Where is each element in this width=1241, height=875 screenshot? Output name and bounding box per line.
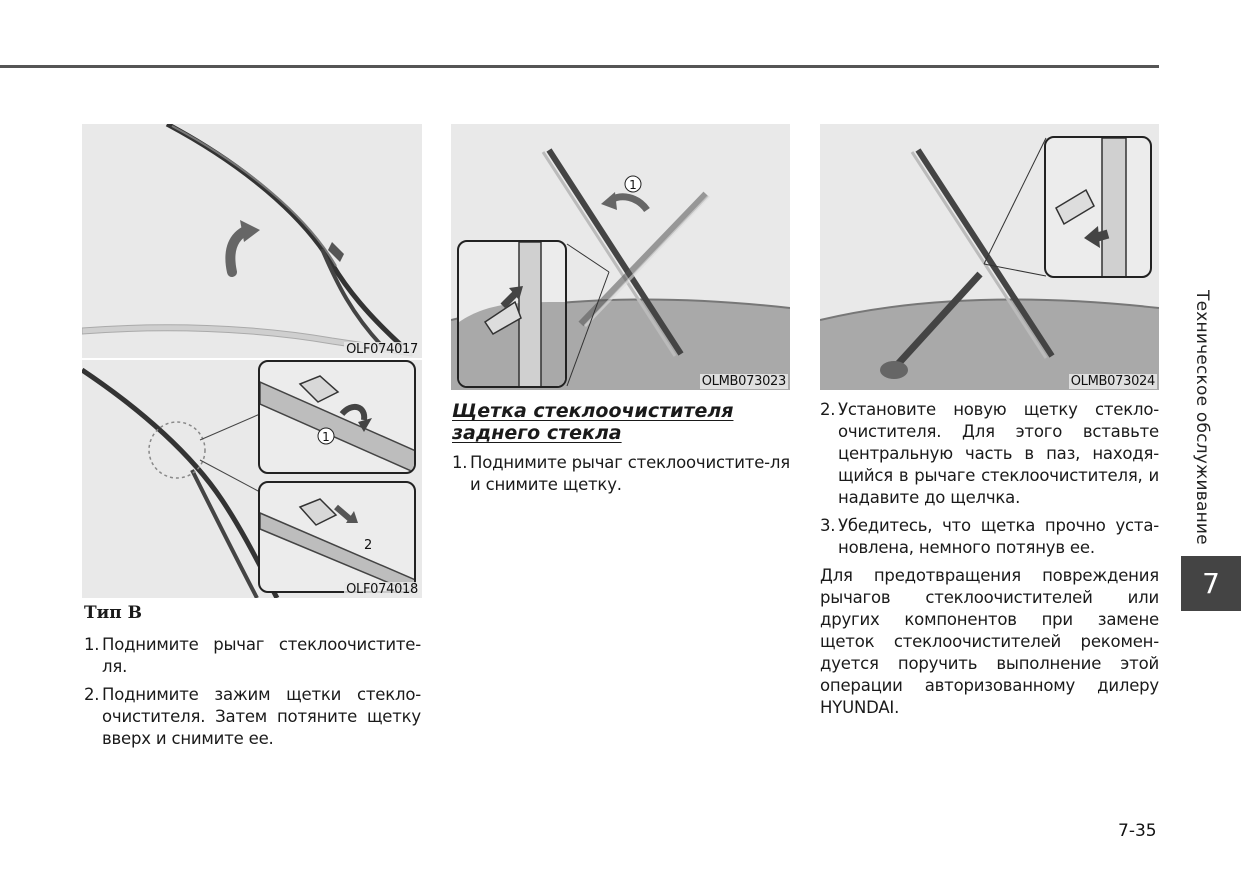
step-number: 1. [84, 635, 100, 654]
figure-code: OLMB073024 [1070, 374, 1155, 389]
inset-rear-install [1044, 136, 1152, 278]
section-title: Техническое обслуживание [1192, 290, 1212, 545]
pull-arrow-icon [336, 507, 358, 523]
step-number: 1. [452, 453, 468, 472]
step-number: 2. [820, 400, 836, 419]
rotate-arrow-icon [601, 192, 647, 210]
clip-lift-detail [260, 362, 416, 474]
rear-clip-detail [459, 242, 567, 388]
step-text: Поднимите рычаг стеклоочистите-ля и снимите щетку. [470, 453, 790, 494]
list-item [820, 515, 1159, 559]
inset-blade-pull [258, 481, 416, 593]
left-steps [84, 634, 421, 756]
step-number: 2. [84, 685, 100, 704]
right-steps [820, 399, 1159, 719]
step-text: Установите новую щетку стекло-очистителя. Для этого вставьте центральную часть в паз, находя-щийся в рычаге стеклоочистителя, и надавите до щелчка. [838, 400, 1159, 507]
chapter-tab: 7 [1181, 556, 1241, 611]
inset-rear-clip [457, 240, 567, 388]
figure-code: OLF074017 [346, 342, 418, 357]
figure-rear-wiper-install [820, 124, 1159, 390]
note-paragraph: Для предотвращения повреждения рычагов стеклоочистителей или других компонентов при замене щеток стеклоочистителей рекомен-дуется поручить выполнение этой операции авторизованному дилеру HYUNDAI. [820, 566, 1159, 717]
blade-pull-detail [260, 483, 416, 593]
figure-rear-wiper-remove [451, 124, 790, 390]
list-item [452, 452, 790, 496]
list-item [84, 684, 421, 750]
heading-line-2: заднего стекла [452, 422, 622, 444]
step-marker-2: 2 [364, 538, 373, 553]
rear-install-detail [1046, 138, 1152, 278]
step-text: Убедитесь, что щетка прочно уста-новлена, немного потянув ее. [838, 516, 1159, 557]
page-number: 7-35 [1118, 821, 1157, 841]
inset-clip-lift [258, 360, 416, 474]
step-marker-1: 1 [629, 178, 637, 192]
step-marker-1: 1 [322, 430, 330, 444]
middle-steps [452, 452, 790, 502]
step-text: Поднимите рычаг стеклоочистите-ля. [102, 635, 421, 676]
figure-code: OLF074018 [346, 582, 418, 597]
section-heading-rear-wiper [452, 400, 790, 444]
figure-clip-release [82, 360, 422, 598]
lift-arrow-icon [230, 220, 260, 272]
figure-wiper-lift [82, 124, 422, 358]
figure-code: OLMB073023 [701, 374, 786, 389]
section-side-label [1192, 290, 1222, 550]
list-item [820, 399, 1159, 509]
heading-line-1: Щетка стеклоочистителя [452, 400, 734, 422]
top-rule [0, 65, 1159, 68]
wiper-lift-illustration [82, 124, 422, 358]
section-heading-type-b: Тип B [84, 603, 142, 623]
list-item [84, 634, 421, 678]
step-number: 3. [820, 516, 836, 535]
step-text: Поднимите зажим щетки стекло-очистителя. Затем потяните щетку вверх и снимите ее. [102, 685, 421, 748]
